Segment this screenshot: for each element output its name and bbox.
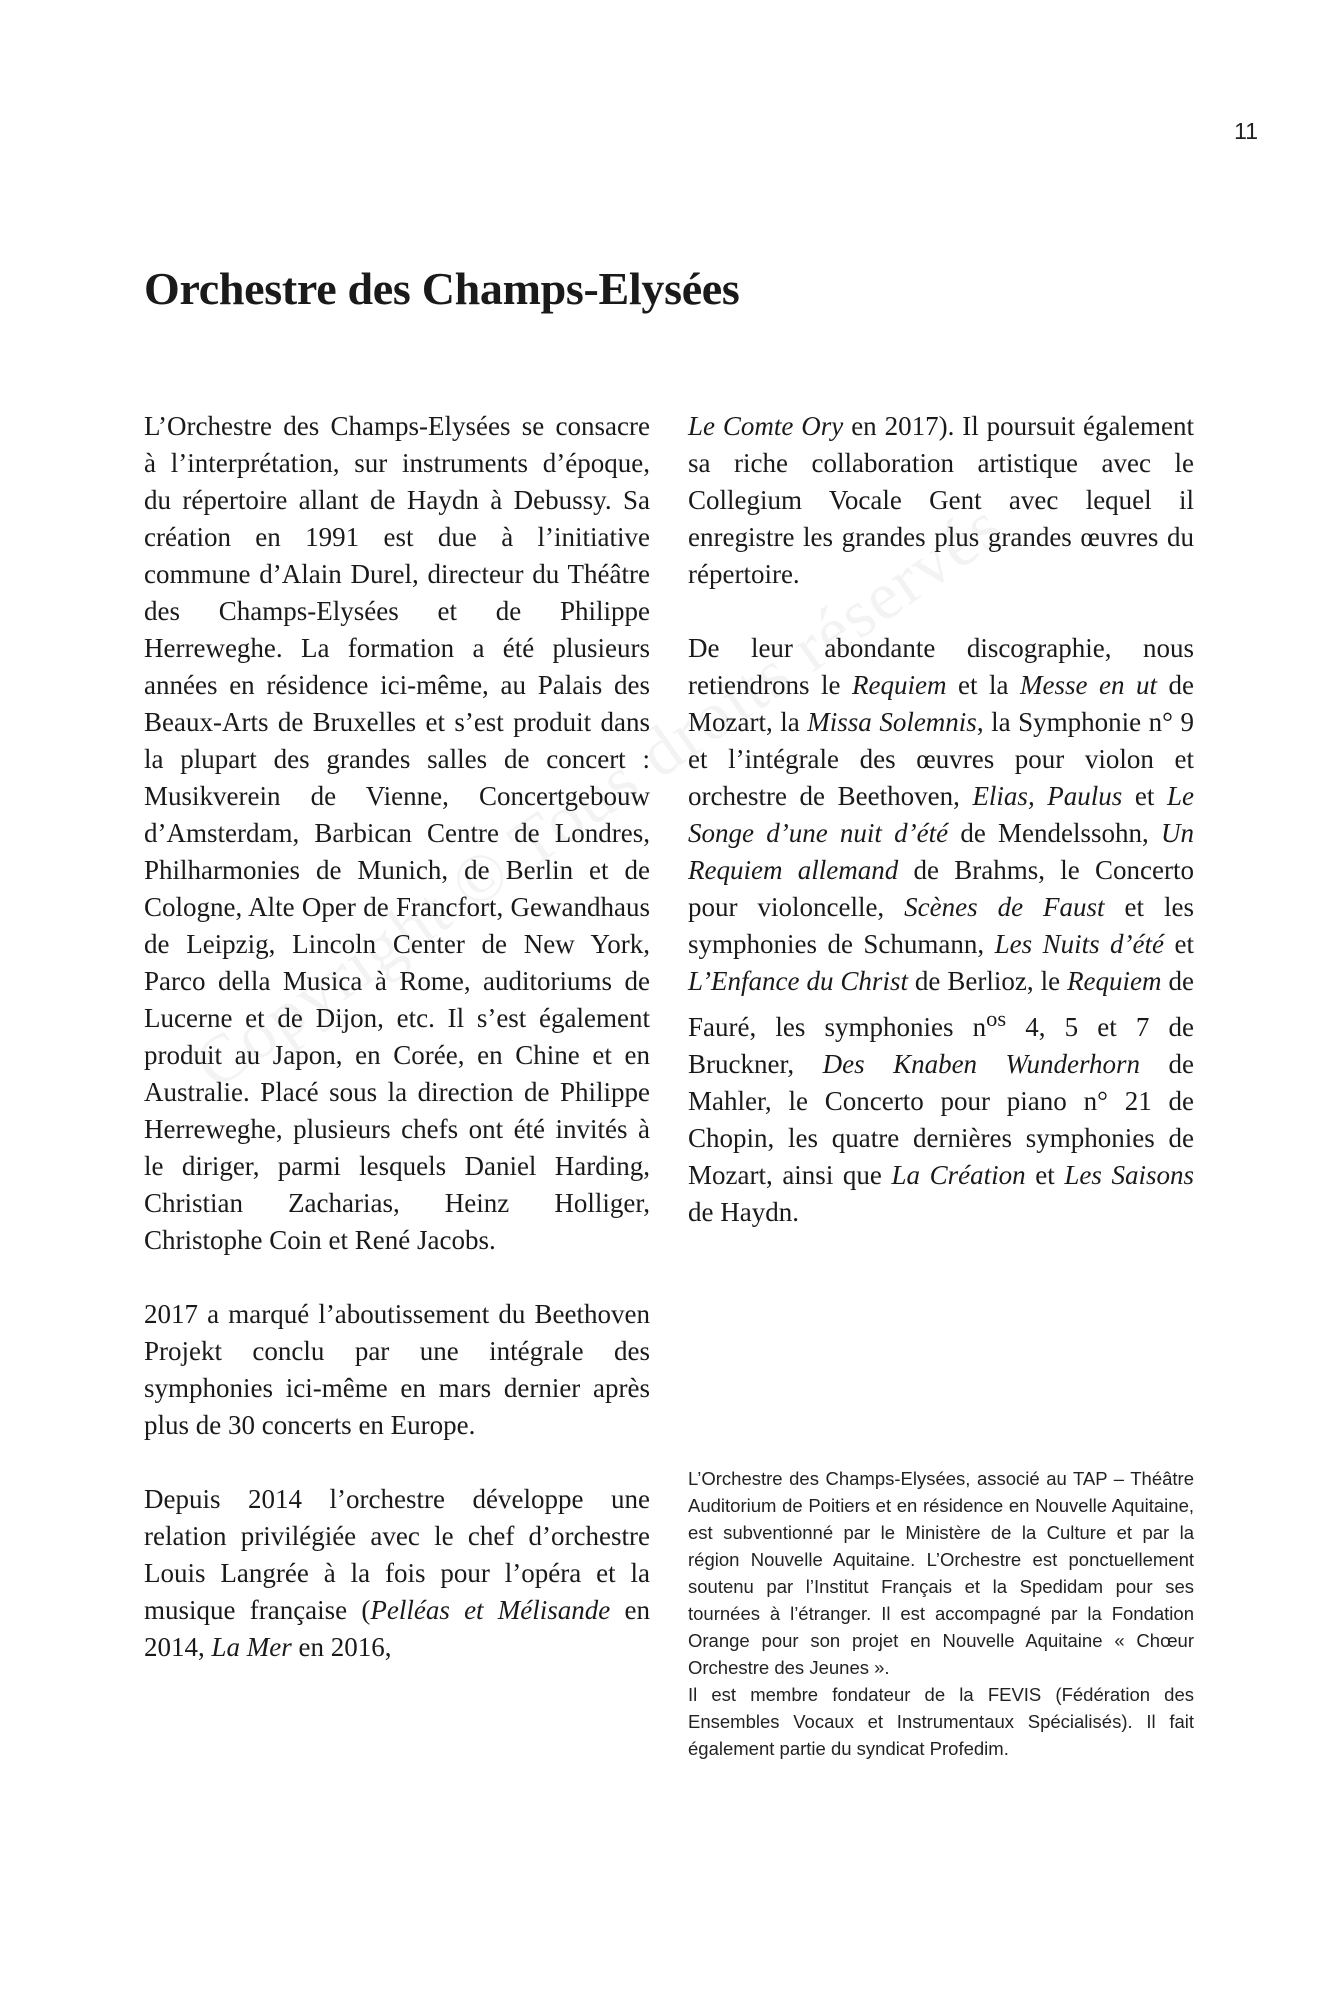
work-title: Messe en ut [1019, 670, 1157, 700]
paragraph-langree [144, 1481, 650, 1666]
text-run: Depuis 2014 l’orchestre développe une relation privilégiée avec le chef d’orchestre Louis Langrée à la fois pour l’opéra et la musique française ( [144, 1484, 650, 1625]
work-title: Elias, Paulus [972, 781, 1123, 811]
text-run: de Fauré, les symphonies n [688, 966, 1194, 1042]
text-run: et [1122, 781, 1167, 811]
text-run: de Mahler, le Concerto pour piano n° 21 de Chopin, les quatre dernières symphonies de Mozart, ainsi que [688, 1049, 1194, 1190]
right-column [688, 408, 1194, 1268]
work-title: Pelléas et Mélisande [370, 1595, 611, 1625]
text-run: en 2016, [291, 1632, 392, 1662]
work-title: Scènes de Faust [904, 892, 1105, 922]
work-title: Le Songe d’une nuit d’été [688, 781, 1194, 848]
work-title: L’Enfance du Christ [688, 966, 908, 996]
work-title: Requiem [1067, 966, 1162, 996]
text-run: de Brahms, le Concerto pour violoncelle, [688, 855, 1194, 922]
text-run: , la Symphonie n° 9 et l’intégrale des œuvres pour violon et orchestre de Beethoven, [688, 707, 1195, 811]
work-title: Les Saisons [1064, 1160, 1194, 1190]
page-number: 11 [1234, 118, 1258, 144]
paragraph-beethoven-projekt: 2017 a marqué l’aboutissement du Beethoven Projekt conclu par une intégrale des symphonies ici-même en mars dernier après plus de 30 concerts en Europe. [144, 1299, 650, 1440]
footnote-fevis: Il est membre fondateur de la FEVIS (Fédération des Ensembles Vocaux et Instrumentaux Spécialisés). Il fait également partie du syndicat Profedim. [688, 1684, 1194, 1759]
text-run: de Berlioz, le [907, 966, 1068, 996]
text-run: en 2014, [144, 1595, 650, 1662]
text-run: et la [946, 670, 1020, 700]
work-title: Les Nuits d’été [994, 929, 1165, 959]
paragraph-history: L’Orchestre des Champs-Elysées se consacre à l’interprétation, sur instruments d’époque, du répertoire allant de Haydn à Debussy. Sa création en 1991 est due à l’initiative commune d’Alain Durel, directeur du Théâtre des Champs-Elysées et de Philippe Herreweghe. La formation a été plusieurs années en résidence ici-même, au Palais des Beaux-Arts de Bruxelles et s’est produit dans la plupart des grandes salles de concert : Musikverein de Vienne, Concertgebouw d’Amsterdam, Barbican Centre de Londres, Philharmonies de Munich, de Berlin et de Cologne, Alte Oper de Francfort, Gewandhaus de Leipzig, Lincoln Center de New York, Parco della Musica à Rome, auditoriums de Lucerne et de Dijon, etc. Il s’est également produit au Japon, en Corée, en Chine et en Australie. Placé sous la direction de Philippe Herreweghe, plusieurs chefs ont été invités à le diriger, parmi lesquels Daniel Harding, Christian Zacharias, Heinz Holliger, Christophe Coin et René Jacobs. [144, 411, 650, 1255]
text-run: de Mozart, la [688, 670, 1194, 737]
paragraph-discography [688, 630, 1194, 1231]
text-run: et [1164, 929, 1194, 959]
work-title: Requiem [851, 670, 947, 700]
text-run: en 2017). Il poursuit également sa riche collaboration artistique avec le Collegium Vocale Gent avec lequel il enregistre les grandes plus grandes œuvres du répertoire. [688, 411, 1194, 589]
work-title: Un Requiem allemand [688, 818, 1194, 885]
footnote-support: L’Orchestre des Champs-Elysées, associé au TAP – Théâtre Auditorium de Poitiers et en résidence en Nouvelle Aquitaine, est subventionné par le Ministère de la Culture et par la région Nouvelle Aquitaine. L’Orchestre est ponctuellement soutenu par l’Institut Français et la Spedidam pour ses tournées à l’étranger. Il est accompagné par la Fondation Orange pour son projet en Nouvelle Aquitaine « Chœur Orchestre des Jeunes ». [688, 1468, 1194, 1678]
text-run: et [1025, 1160, 1065, 1190]
footnote-box [688, 1465, 1194, 1762]
left-column [144, 408, 650, 1703]
text-run: de Mendelssohn, [948, 818, 1161, 848]
text-run: De leur abondante discographie, nous retiendrons le [688, 633, 1194, 700]
text-run: 4, 5 et 7 de Bruckner, [688, 1012, 1194, 1079]
work-title: Missa Solemnis [807, 707, 977, 737]
paragraph-collegium [688, 408, 1194, 593]
work-title: La Mer [211, 1632, 292, 1662]
page-title: Orchestre des Champs-Elysées [144, 263, 740, 314]
work-title: Des Knaben Wunderhorn [822, 1049, 1141, 1079]
superscript: os [986, 1006, 1007, 1031]
work-title: La Création [891, 1160, 1026, 1190]
text-run: et les symphonies de Schumann, [688, 892, 1194, 959]
text-run: de Haydn. [688, 1197, 799, 1227]
work-title: Le Comte Ory [688, 411, 844, 441]
